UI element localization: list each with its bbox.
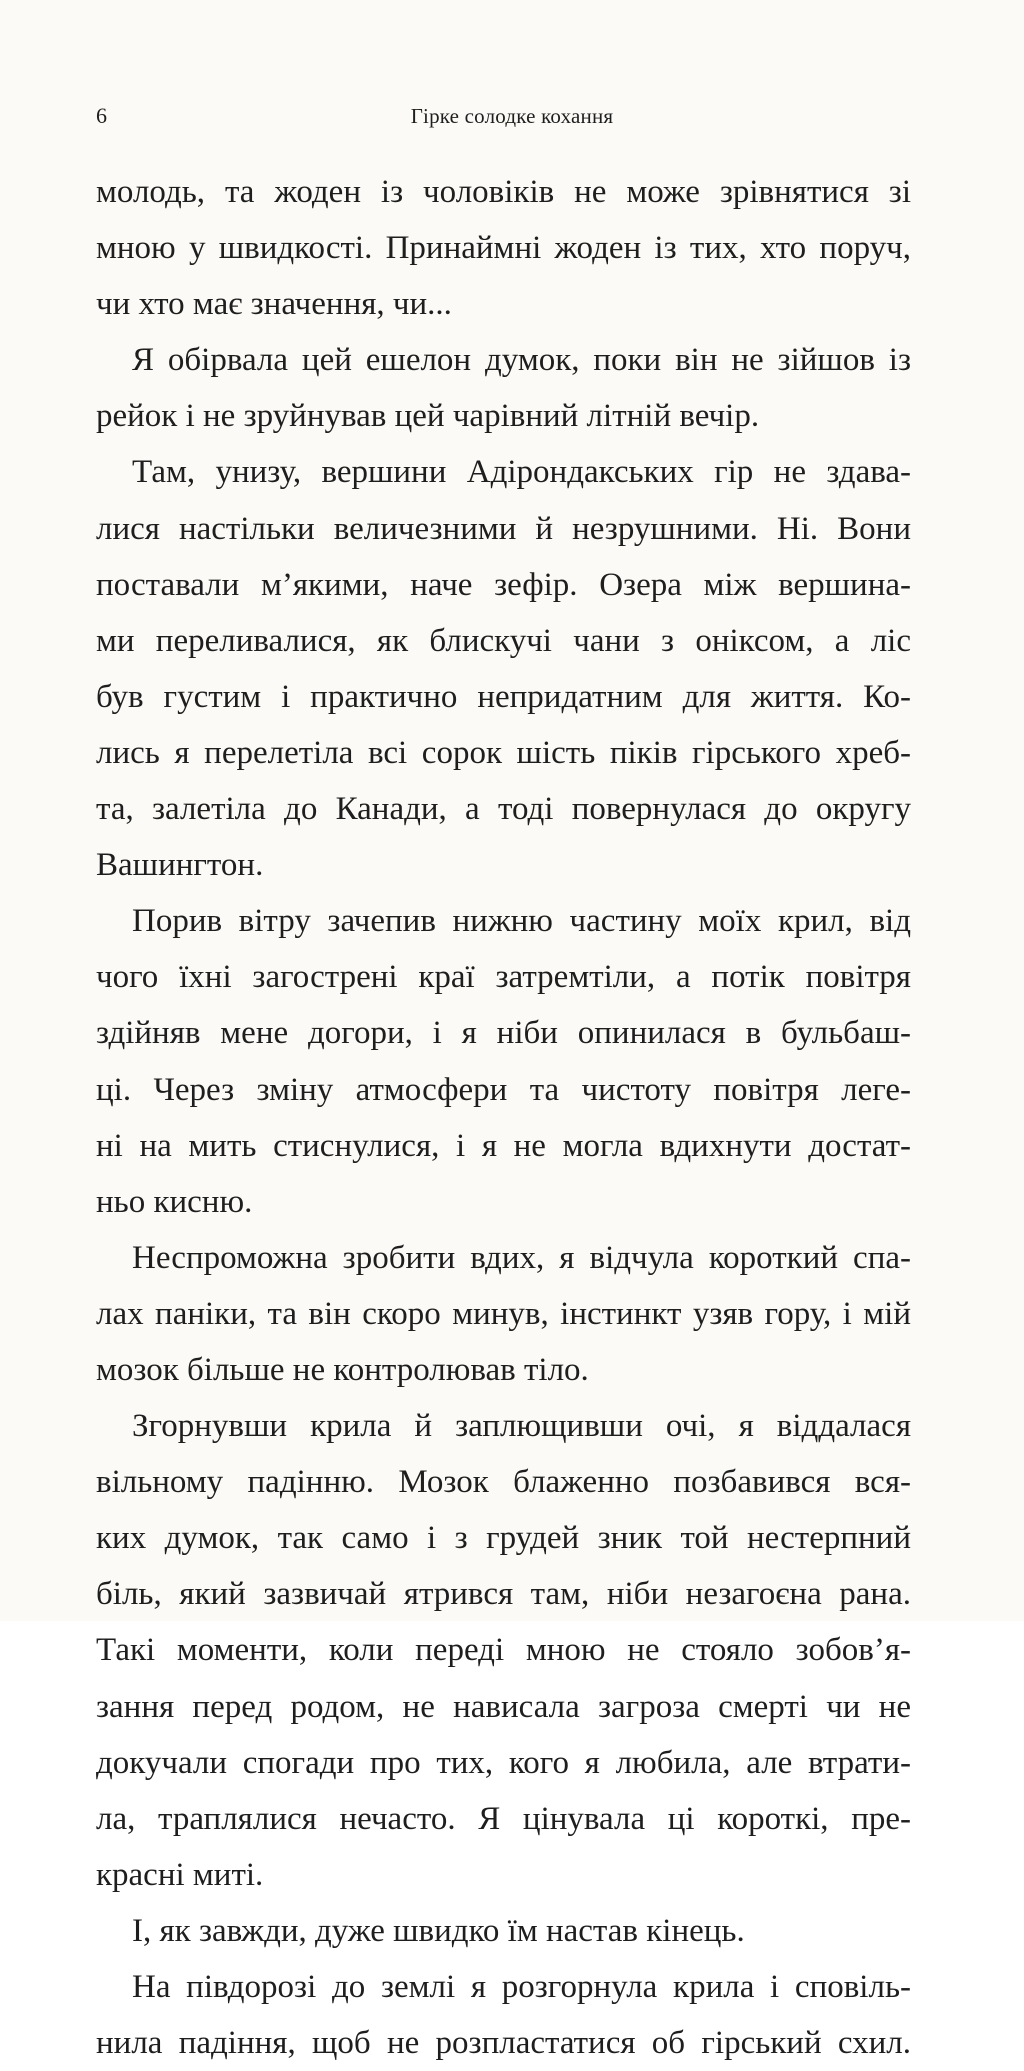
text-line: лись я перелетіла всі сорок шість піків гірського хреб- (96, 734, 911, 771)
text-line: Я обірвала цей ешелон думок, поки він не зійшов із (132, 342, 911, 379)
text-line: ці. Через зміну атмосфери та чистоту повітря леге- (96, 1071, 911, 1108)
text-line: І, як завжди, дуже швидко їм настав кінець. (132, 1912, 745, 1949)
body-text (96, 164, 911, 2071)
text-line: мною у швидкості. Принаймні жоден із тих, хто поруч, (96, 230, 911, 267)
text-line: ми переливалися, як блискучі чани з оніксом, а ліс (96, 622, 911, 659)
text-line: поставали м’якими, наче зефір. Озера між вершина- (96, 566, 911, 603)
text-line: красні миті. (96, 1856, 264, 1893)
text-line: лися настільки величезними й незрушними. Ні. Вони (96, 510, 911, 547)
text-line: здійняв мене догори, і я ніби опинилася в бульбаш- (96, 1015, 911, 1052)
text-line: ла, траплялися нечасто. Я цінувала ці короткі, пре- (96, 1800, 911, 1837)
text-line: Такі моменти, коли переді мною не стояло зобов’я- (96, 1632, 911, 1669)
text-line: молодь, та жоден із чоловіків не може зрівнятися зі (96, 174, 911, 210)
text-line: ньо кисню. (96, 1183, 253, 1220)
text-line: Там, унизу, вершини Адірондакських гір не здава- (132, 454, 911, 491)
text-line: вільному падінню. Мозок блаженно позбавився вся- (96, 1464, 911, 1501)
text-line: зання перед родом, не нависала загроза смерті чи не (96, 1688, 911, 1725)
text-line: На півдорозі до землі я розгорнула крила і сповіль- (132, 1969, 911, 2005)
text-line: лах паніки, та він скоро минув, інстинкт узяв гору, і мій (96, 1295, 911, 1332)
text-line: мозок більше не контролював тіло. (96, 1351, 589, 1388)
text-line: Неспроможна зробити вдих, я відчула короткий спа- (132, 1239, 911, 1276)
text-line: рейок і не зруйнував цей чарівний літній вечір. (96, 398, 760, 435)
page-number: 6 (96, 103, 107, 128)
text-line: ких думок, так само і з грудей зник той нестерпний (96, 1520, 911, 1557)
text-line: нила падіння, щоб не розпластатися об гірський схил. (96, 2025, 911, 2062)
running-title: Гірке солодке кохання (410, 104, 614, 128)
text-line: Згорнувши крила й заплющивши очі, я віддалася (132, 1408, 911, 1445)
text-line: Порив вітру зачепив нижню частину моїх крил, від (132, 903, 911, 940)
text-line: чого їхні загострені краї затремтіли, а потік повітря (96, 959, 911, 996)
text-line: докучали спогади про тих, кого я любила, але втрати- (96, 1744, 911, 1781)
text-line: чи хто має значення, чи... (96, 286, 452, 323)
text-line: Вашингтон. (96, 847, 264, 884)
text-line: біль, який зазвичай ятрився там, ніби незагоєна рана. (96, 1576, 911, 1613)
text-line: був густим і практично непридатним для життя. Ко- (96, 678, 911, 715)
text-line: ні на мить стиснулися, і я не могла вдихнути достат- (96, 1127, 911, 1164)
text-line: та, залетіла до Канади, а тоді повернулася до округу (96, 791, 911, 828)
